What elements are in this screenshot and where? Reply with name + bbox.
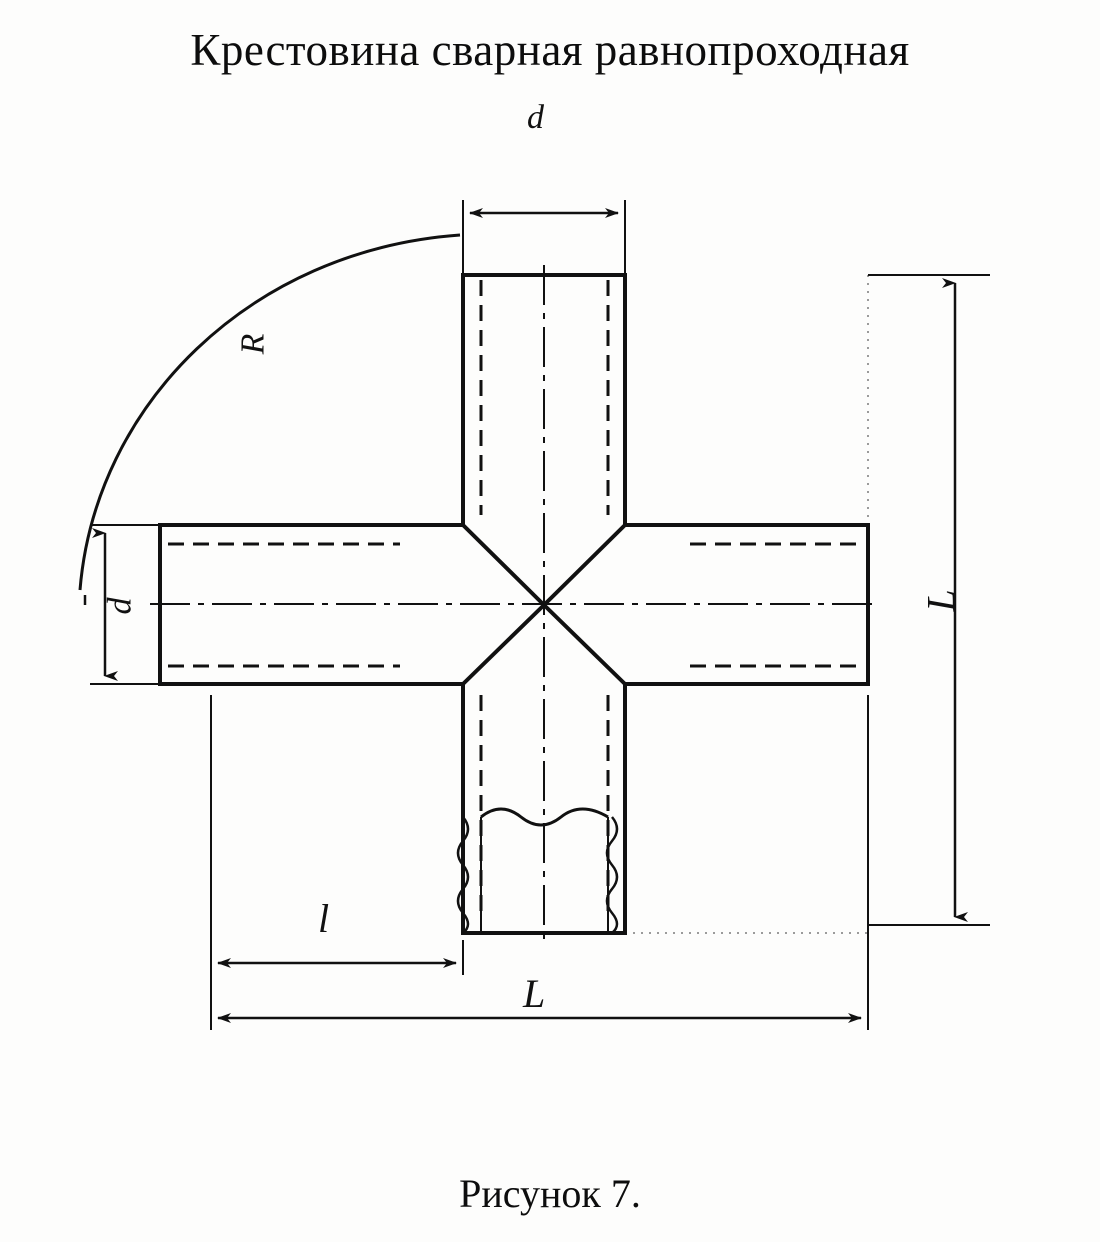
dim-label-bottom-L: L (523, 971, 546, 1016)
figure-caption: Рисунок 7. (459, 1171, 641, 1216)
technical-drawing (0, 95, 1100, 1155)
dim-label-right-L: L (918, 589, 964, 612)
dim-bottom-l (211, 695, 463, 975)
dim-label-radius: R (234, 333, 272, 355)
dim-top-d (463, 200, 625, 275)
center-lines (150, 265, 880, 945)
cross-fitting-drawing (0, 95, 1100, 1155)
weld-bead-hatching (458, 809, 617, 933)
radius-arc-dimension (80, 235, 460, 590)
dim-label-left-d: d (101, 597, 139, 615)
page-title: Крестовина сварная равнопроходная (190, 25, 910, 75)
dim-label-bottom-l: l (318, 896, 330, 941)
dim-label-top-d: d (527, 99, 544, 136)
inner-wall-hidden-lines (168, 280, 862, 917)
